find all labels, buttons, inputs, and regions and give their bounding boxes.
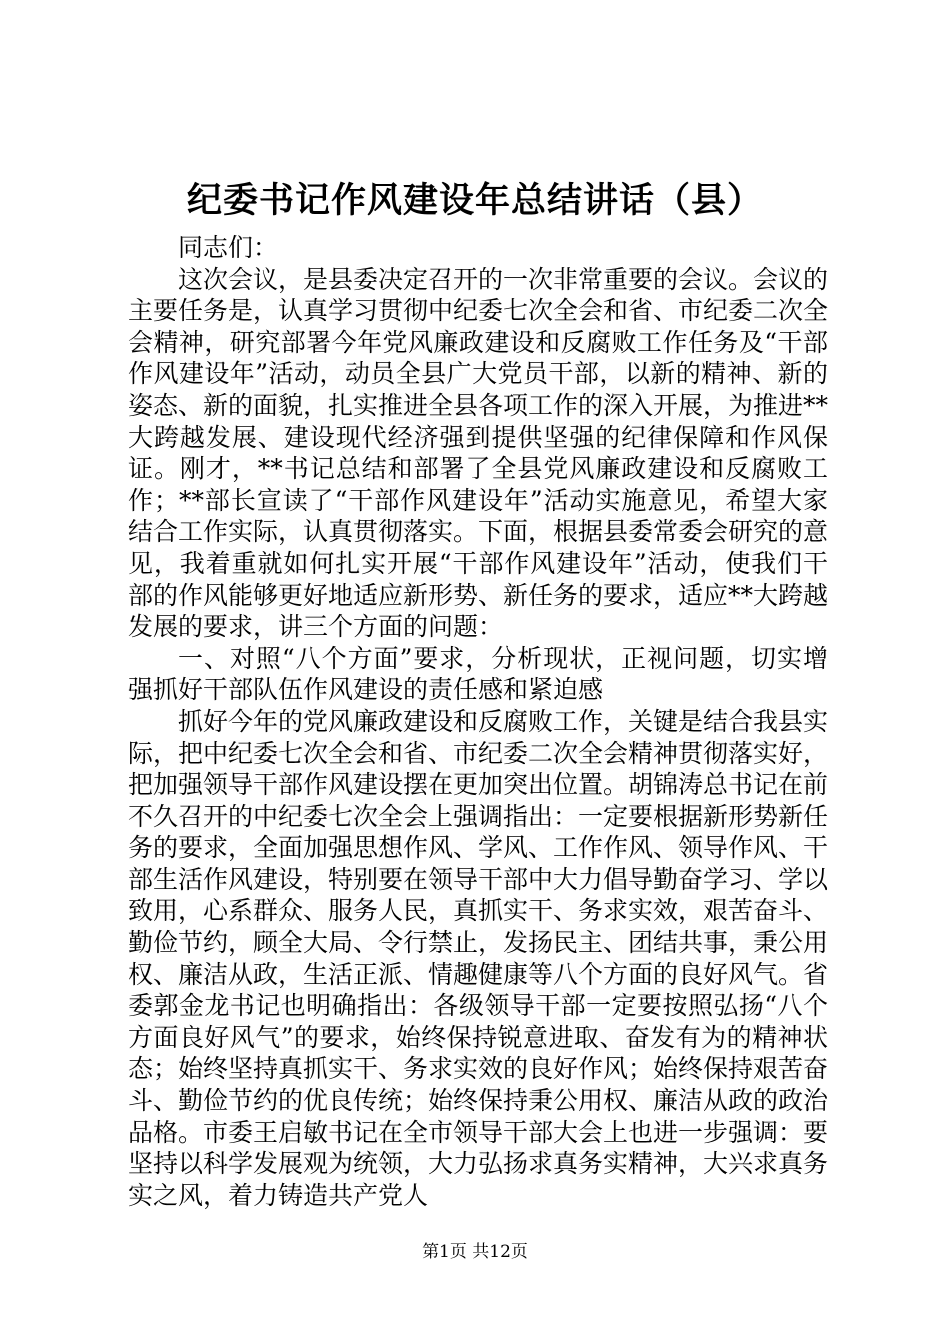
document-title: 纪委书记作风建设年总结讲话（县）: [186, 180, 763, 221]
page-footer: 第1页 共12页: [422, 1242, 528, 1262]
document-body: [128, 232, 828, 1211]
salutation-paragraph: 同志们：: [178, 233, 279, 262]
body-paragraph: 这次会议，是县委决定召开的一次非常重要的会议。会议的主要任务是，认真学习贯彻中纪委七次全会和省、市纪委二次全会精神，研究部署今年党风廉政建设和反腐败工作任务及“干部作风建设年”活动，动员全县广大党员干部，以新的精神、新的姿态、新的面貌，扎实推进全县各项工作的深入开展，为推进**大跨越发展、建设现代经济强到提供坚强的纪律保障和作风保证。刚才，**书记总结和部署了全县党风廉政建设和反腐败工作；**部长宣读了“干部作风建设年”活动实施意见，希望大家结合工作实际，认真贯彻落实。下面，根据县委常委会研究的意见，我着重就如何扎实开展“干部作风建设年”活动，使我们干部的作风能够更好地适应新形势、新任务的要求，适应**大跨越发展的要求，讲三个方面的问题：: [128, 264, 829, 642]
section-heading-paragraph: 一、对照“八个方面”要求，分析现状，正视问题，切实增强抓好干部队伍作风建设的责任感和紧迫感: [128, 643, 828, 705]
body-paragraph: 抓好今年的党风廉政建设和反腐败工作，关键是结合我县实际，把中纪委七次全会和省、市纪委二次全会精神贯彻落实好，把加强领导干部作风建设摆在更加突出位置。胡锦涛总书记在前不久召开的中纪委七次全会上强调指出：一定要根据新形势新任务的要求，全面加强思想作风、学风、工作作风、领导作风、干部生活作风建设，特别要在领导干部中大力倡导勤奋学习、学以致用，心系群众、服务人民，真抓实干、务求实效，艰苦奋斗、勤俭节约，顾全大局、令行禁止，发扬民主、团结共事，秉公用权、廉洁从政，生活正派、情趣健康等八个方面的良好风气。省委郭金龙书记也明确指出：各级领导干部一定要按照弘扬“八个方面良好风气”的要求，始终保持锐意进取、奋发有为的精神状态；始终坚持真抓实干、务求实效的良好作风；始终保持艰苦奋斗、勤俭节约的优良传统；始终保持秉公用权、廉洁从政的政治品格。市委王启敏书记在全市领导干部大会上也进一步强调：要坚持以科学发展观为统领，大力弘扬求真务实精神，大兴求真务实之风，着力铸造共产党人: [128, 706, 829, 1210]
